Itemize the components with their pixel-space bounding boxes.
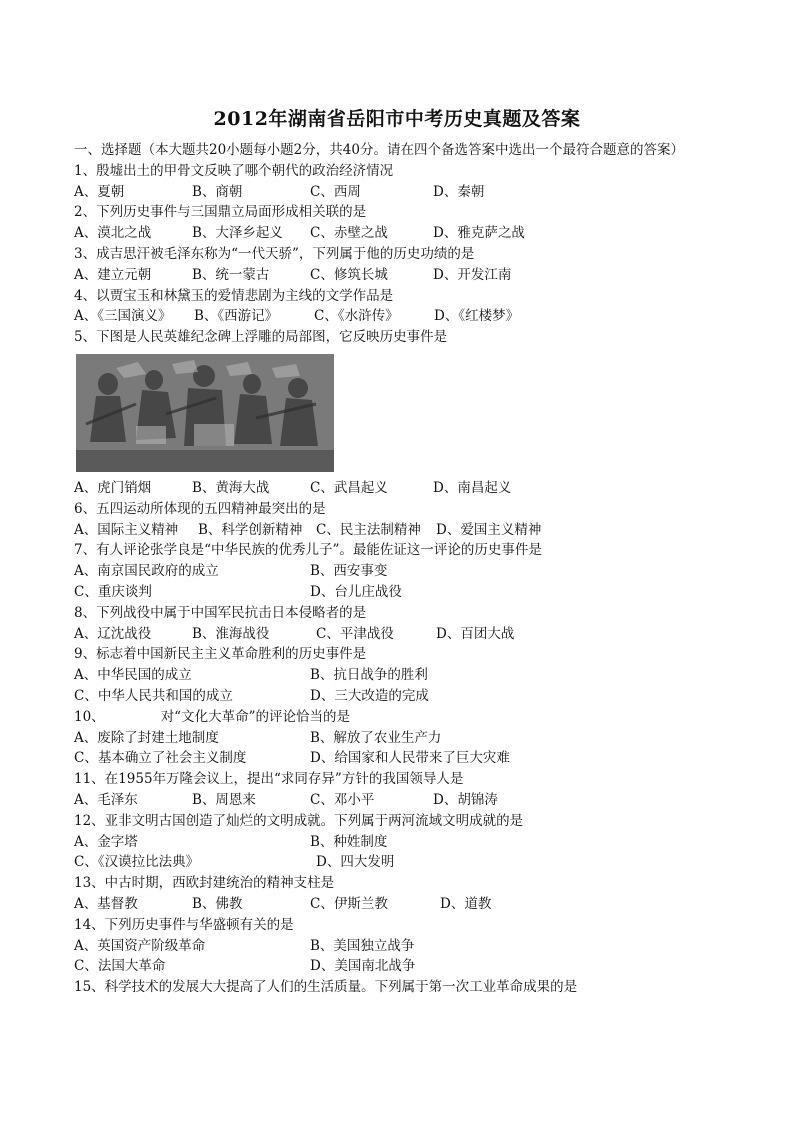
question-stem: 12、亚非文明古国创造了灿烂的文明成就。下列属于两河流域文明成就的是: [74, 812, 524, 829]
option: B、美国独立战争: [310, 937, 415, 954]
question-stem: 2、下列历史事件与三国鼎立局面形成相关联的是: [74, 204, 367, 221]
option: C、平津战役: [316, 625, 394, 642]
option: B、《西游记》: [194, 308, 279, 325]
options-row: [74, 936, 774, 957]
option: D、秦朝: [433, 183, 485, 200]
option: C、邓小平: [310, 791, 375, 808]
option: B、西安事变: [310, 563, 388, 580]
option: C、伊斯兰教: [310, 895, 388, 912]
option: B、解放了农业生产力: [310, 729, 442, 746]
option: C、赤壁之战: [310, 225, 388, 242]
question-stem: 13、中古时期，西欧封建统治的精神支柱是: [74, 875, 335, 892]
question-stem: 14、下列历史事件与华盛顿有关的是: [74, 916, 294, 933]
option: C、法国大革命: [74, 958, 166, 975]
option: C、西周: [310, 183, 361, 200]
option: C、《水浒传》: [314, 308, 399, 325]
option: A、《三国演义》: [74, 308, 172, 325]
options-row: [74, 582, 774, 603]
option: C、重庆谈判: [74, 583, 152, 600]
option: A、废除了封建土地制度: [74, 729, 219, 746]
relief-sculpture-image: [76, 354, 334, 472]
option: B、黄海大战: [192, 479, 270, 496]
question-stem: [74, 707, 774, 728]
option: D、台儿庄战役: [310, 583, 402, 600]
option: A、建立元朝: [74, 266, 152, 283]
option: A、夏朝: [74, 183, 125, 200]
options-row: [74, 561, 774, 582]
option: A、毛泽东: [74, 791, 138, 808]
option: D、四大发明: [316, 854, 395, 871]
options-row: [74, 306, 774, 327]
option: C、武昌起义: [310, 479, 388, 496]
option: D、雅克萨之战: [433, 225, 525, 242]
option: D、给国家和人民带来了巨大灾难: [310, 750, 510, 767]
question-stem: 4、以贾宝玉和林黛玉的爱情悲剧为主线的文学作品是: [74, 287, 394, 304]
question-stem: 11、在1955年万隆会议上，提出“求同存异”方针的我国领导人是: [74, 771, 464, 788]
option: C、修筑长城: [310, 266, 388, 283]
option: D、南昌起义: [433, 479, 512, 496]
question-stem: 1、殷墟出土的甲骨文反映了哪个朝代的政治经济情况: [74, 162, 394, 179]
option: D、道教: [440, 895, 492, 912]
option: C、《汉谟拉比法典》: [74, 854, 200, 871]
options-row: [74, 748, 774, 769]
option: D、开发江南: [433, 266, 512, 283]
question-text: 对“文化大革命”的评论恰当的是: [160, 708, 350, 725]
option: D、胡锦涛: [433, 791, 498, 808]
question-number: 10、: [74, 708, 105, 725]
option: A、英国资产阶级革命: [74, 937, 206, 954]
question-stem: 8、下列战役中属于中国军民抗击日本侵略者的是: [74, 604, 367, 621]
option: A、中华民国的成立: [74, 667, 192, 684]
question-stem: 15、科学技术的发展大大提高了人们的生活质量。下列属于第一次工业革命成果的是: [74, 979, 578, 996]
question-stem: 3、成吉思汗被毛泽东称为“一代天骄”，下列属于他的历史功绩的是: [74, 245, 475, 262]
option: C、中华人民共和国的成立: [74, 687, 233, 704]
option: D、三大改造的完成: [310, 687, 429, 704]
option: C、基本确立了社会主义制度: [74, 750, 247, 767]
option: B、抗日战争的胜利: [310, 667, 428, 684]
option: C、民主法制精神: [316, 521, 421, 538]
option: A、辽沈战役: [74, 625, 152, 642]
option: B、商朝: [192, 183, 243, 200]
option: A、虎门销烟: [74, 479, 152, 496]
options-row: [74, 894, 774, 915]
option: A、金字塔: [74, 833, 138, 850]
options-row: [74, 223, 774, 244]
section-header: 一、选择题（本大题共20小题每小题2分，共40分。请在四个备选答案中选出一个最符合题意的答案）: [74, 142, 684, 158]
options-row: [74, 852, 774, 873]
question-stem: 5、下图是人民英雄纪念碑上浮雕的局部图，它反映历史事件是: [74, 329, 448, 346]
option: B、统一蒙古: [192, 266, 270, 283]
options-row: [74, 956, 774, 977]
option: A、南京国民政府的成立: [74, 563, 219, 580]
option: D、美国南北战争: [310, 958, 416, 975]
option: B、淮海战役: [192, 625, 270, 642]
option: B、科学创新精神: [198, 521, 303, 538]
question-list: [74, 140, 774, 998]
options-row: [74, 182, 774, 203]
options-row: [74, 665, 774, 686]
option: D、爱国主义精神: [436, 521, 542, 538]
option: B、大泽乡起义: [192, 225, 283, 242]
question-stem: 6、五四运动所体现的五四精神最突出的是: [74, 500, 326, 517]
question-stem: 7、有人评论张学良是“中华民族的优秀儿子”。最能佐证这一评论的历史事件是: [74, 542, 542, 559]
options-row: [74, 790, 774, 811]
options-row: [74, 728, 774, 749]
options-row: [74, 520, 774, 541]
question-stem: 9、标志着中国新民主主义革命胜利的历史事件是: [74, 646, 367, 663]
options-row: [74, 478, 774, 499]
option: D、百团大战: [436, 625, 515, 642]
page-title: 2012年湖南省岳阳市中考历史真题及答案: [213, 108, 581, 130]
options-row: [74, 624, 774, 645]
option: A、基督教: [74, 895, 138, 912]
option: D、《红楼梦》: [434, 308, 520, 325]
option: B、周恩来: [192, 791, 256, 808]
options-row: [74, 832, 774, 853]
option: B、种姓制度: [310, 833, 388, 850]
options-row: [74, 265, 774, 286]
option: A、漠北之战: [74, 225, 152, 242]
options-row: [74, 686, 774, 707]
option: A、国际主义精神: [74, 521, 179, 538]
option: B、佛教: [192, 895, 243, 912]
